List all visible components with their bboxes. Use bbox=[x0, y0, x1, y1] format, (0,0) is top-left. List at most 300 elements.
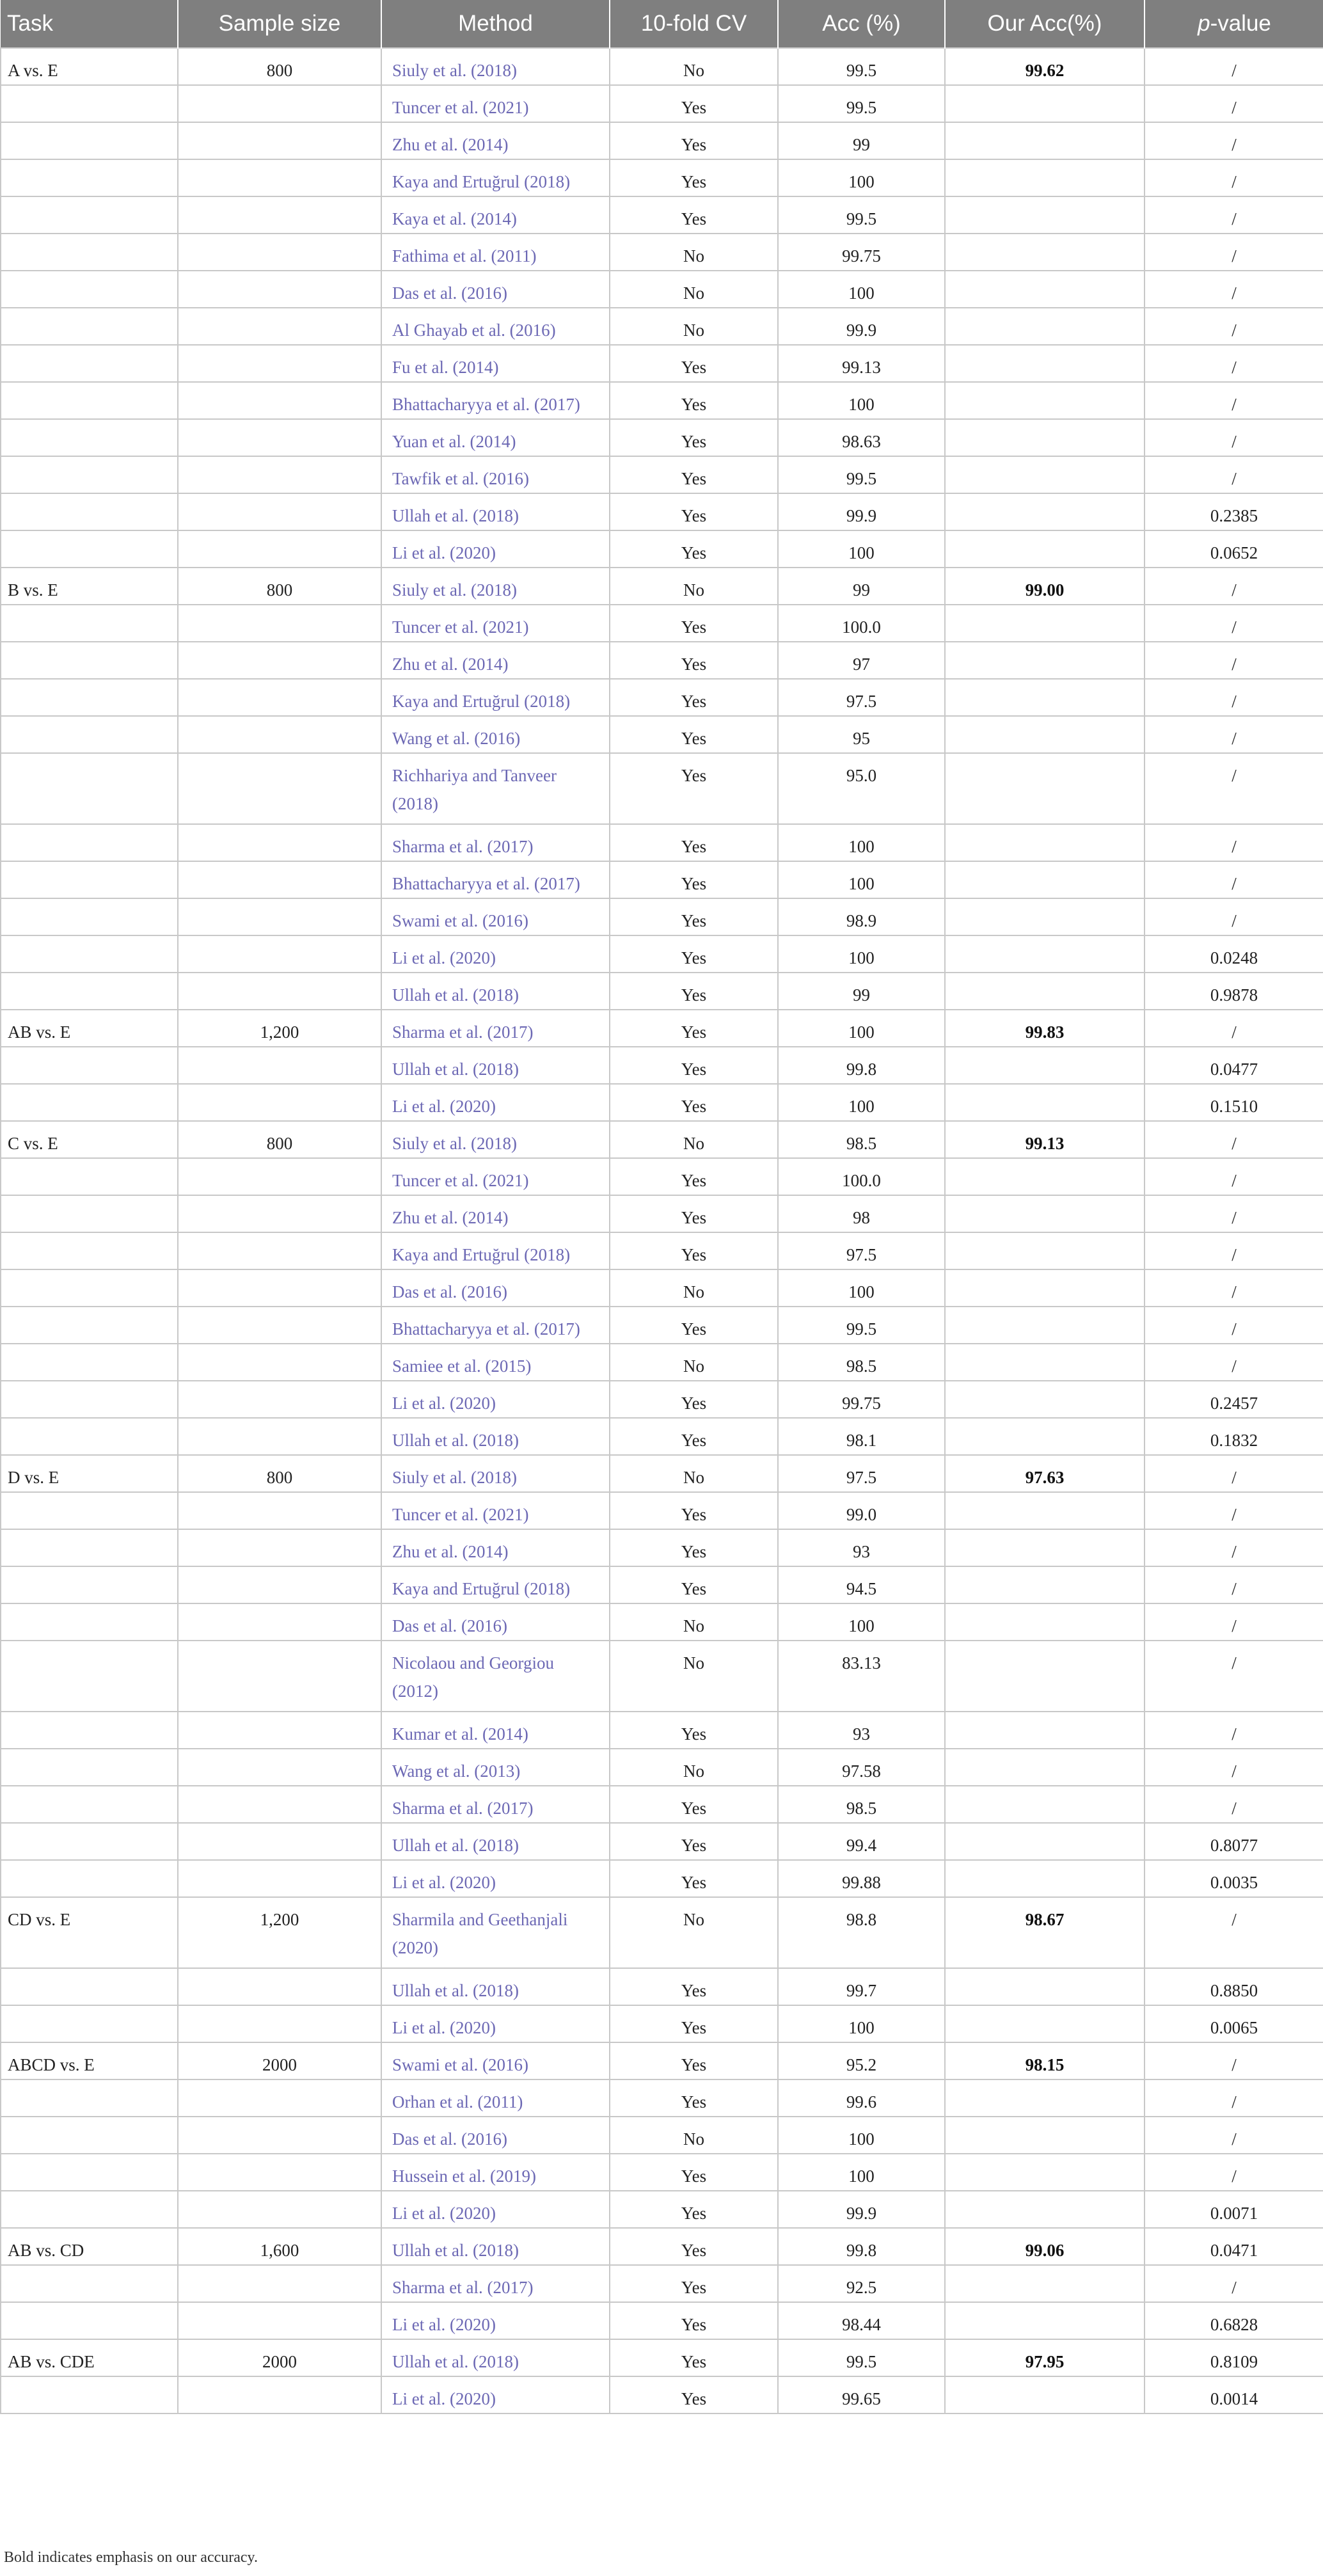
cv-cell: Yes bbox=[610, 419, 778, 456]
table-row bbox=[1, 1344, 1323, 1381]
table-row bbox=[1, 861, 1323, 898]
cv-cell: No bbox=[610, 271, 778, 308]
sample-size-cell bbox=[178, 1603, 381, 1641]
method-link[interactable]: Tuncer et al. (2021) bbox=[381, 1492, 610, 1529]
our-acc-cell bbox=[945, 1529, 1145, 1566]
p-value-cell: 0.0471 bbox=[1145, 2228, 1323, 2265]
sample-size-cell bbox=[178, 530, 381, 568]
task-cell bbox=[1, 271, 178, 308]
sample-size-cell bbox=[178, 456, 381, 493]
our-acc-cell bbox=[945, 2376, 1145, 2413]
method-link[interactable]: Fu et al. (2014) bbox=[381, 345, 610, 382]
our-acc-cell bbox=[945, 753, 1145, 824]
sample-size-cell bbox=[178, 1158, 381, 1195]
task-cell bbox=[1, 2079, 178, 2117]
method-link[interactable]: Tawfik et al. (2016) bbox=[381, 456, 610, 493]
method-link[interactable]: Sharma et al. (2017) bbox=[381, 2265, 610, 2302]
method-link[interactable]: Kaya and Ertuğrul (2018) bbox=[381, 159, 610, 196]
our-acc-cell bbox=[945, 679, 1145, 716]
p-value-cell: / bbox=[1145, 419, 1323, 456]
method-link[interactable]: Zhu et al. (2014) bbox=[381, 1195, 610, 1232]
p-value-cell: / bbox=[1145, 1307, 1323, 1344]
p-value-cell: 0.8109 bbox=[1145, 2339, 1323, 2376]
table-row bbox=[1, 2154, 1323, 2191]
table-row bbox=[1, 2079, 1323, 2117]
table-row bbox=[1, 345, 1323, 382]
method-link[interactable]: Samiee et al. (2015) bbox=[381, 1344, 610, 1381]
task-cell bbox=[1, 1158, 178, 1195]
p-value-cell: / bbox=[1145, 48, 1323, 85]
table-row bbox=[1, 48, 1323, 85]
method-link[interactable]: Kaya and Ertuğrul (2018) bbox=[381, 679, 610, 716]
p-value-cell: / bbox=[1145, 1641, 1323, 1712]
table-row bbox=[1, 2376, 1323, 2413]
cv-cell: Yes bbox=[610, 2228, 778, 2265]
acc-cell: 98.63 bbox=[778, 419, 945, 456]
p-value-cell: 0.8077 bbox=[1145, 1823, 1323, 1860]
table-row bbox=[1, 1455, 1323, 1492]
acc-cell: 99.9 bbox=[778, 308, 945, 345]
acc-cell: 93 bbox=[778, 1712, 945, 1749]
task-cell: ABCD vs. E bbox=[1, 2042, 178, 2079]
sample-size-cell: 1,200 bbox=[178, 1010, 381, 1047]
method-link[interactable]: Yuan et al. (2014) bbox=[381, 419, 610, 456]
cv-cell: Yes bbox=[610, 973, 778, 1010]
sample-size-cell bbox=[178, 2005, 381, 2042]
acc-cell: 99.5 bbox=[778, 2339, 945, 2376]
table-row bbox=[1, 1897, 1323, 1968]
acc-cell: 99.65 bbox=[778, 2376, 945, 2413]
our-acc-cell: 99.83 bbox=[945, 1010, 1145, 1047]
our-acc-cell bbox=[945, 1381, 1145, 1418]
p-value-cell: 0.1832 bbox=[1145, 1418, 1323, 1455]
method-link[interactable]: Li et al. (2020) bbox=[381, 2005, 610, 2042]
our-acc-cell bbox=[945, 2117, 1145, 2154]
header-our-acc: Our Acc(%) bbox=[945, 0, 1145, 48]
method-link[interactable]: Bhattacharyya et al. (2017) bbox=[381, 382, 610, 419]
method-link[interactable]: Li et al. (2020) bbox=[381, 1381, 610, 1418]
sample-size-cell: 1,600 bbox=[178, 2228, 381, 2265]
acc-cell: 99.8 bbox=[778, 1047, 945, 1084]
table-row bbox=[1, 1860, 1323, 1897]
task-cell bbox=[1, 1195, 178, 1232]
p-value-cell: / bbox=[1145, 1492, 1323, 1529]
method-link[interactable]: Ullah et al. (2018) bbox=[381, 1968, 610, 2005]
p-value-cell: / bbox=[1145, 1897, 1323, 1968]
cv-cell: No bbox=[610, 2117, 778, 2154]
cv-cell: Yes bbox=[610, 196, 778, 234]
acc-cell: 97.5 bbox=[778, 679, 945, 716]
cv-cell: Yes bbox=[610, 1968, 778, 2005]
method-link[interactable]: Swami et al. (2016) bbox=[381, 898, 610, 935]
p-value-cell: 0.2385 bbox=[1145, 493, 1323, 530]
our-acc-cell: 97.95 bbox=[945, 2339, 1145, 2376]
p-value-cell: / bbox=[1145, 271, 1323, 308]
table-row bbox=[1, 271, 1323, 308]
method-link[interactable]: Al Ghayab et al. (2016) bbox=[381, 308, 610, 345]
method-link[interactable]: Li et al. (2020) bbox=[381, 935, 610, 973]
table-row bbox=[1, 1084, 1323, 1121]
p-value-cell: / bbox=[1145, 1455, 1323, 1492]
p-value-cell: / bbox=[1145, 568, 1323, 605]
task-cell: A vs. E bbox=[1, 48, 178, 85]
method-link[interactable]: Ullah et al. (2018) bbox=[381, 1823, 610, 1860]
cv-cell: Yes bbox=[610, 1418, 778, 1455]
sample-size-cell bbox=[178, 1381, 381, 1418]
cv-cell: Yes bbox=[610, 1492, 778, 1529]
task-cell: C vs. E bbox=[1, 1121, 178, 1158]
our-acc-cell bbox=[945, 1158, 1145, 1195]
acc-cell: 99.75 bbox=[778, 1381, 945, 1418]
sample-size-cell bbox=[178, 1418, 381, 1455]
method-link[interactable]: Zhu et al. (2014) bbox=[381, 642, 610, 679]
cv-cell: Yes bbox=[610, 935, 778, 973]
task-cell: AB vs. E bbox=[1, 1010, 178, 1047]
acc-cell: 99.75 bbox=[778, 234, 945, 271]
our-acc-cell bbox=[945, 85, 1145, 122]
method-link[interactable]: Tuncer et al. (2021) bbox=[381, 605, 610, 642]
acc-cell: 99.5 bbox=[778, 1307, 945, 1344]
table-row bbox=[1, 1641, 1323, 1712]
task-cell bbox=[1, 753, 178, 824]
acc-cell: 99.6 bbox=[778, 2079, 945, 2117]
task-cell bbox=[1, 2376, 178, 2413]
task-cell: B vs. E bbox=[1, 568, 178, 605]
acc-cell: 99.0 bbox=[778, 1492, 945, 1529]
p-value-cell: / bbox=[1145, 1786, 1323, 1823]
p-value-cell: 0.0035 bbox=[1145, 1860, 1323, 1897]
task-cell bbox=[1, 716, 178, 753]
sample-size-cell: 2000 bbox=[178, 2042, 381, 2079]
method-link[interactable]: Bhattacharyya et al. (2017) bbox=[381, 1307, 610, 1344]
our-acc-cell bbox=[945, 861, 1145, 898]
sample-size-cell bbox=[178, 271, 381, 308]
method-link[interactable]: Li et al. (2020) bbox=[381, 530, 610, 568]
p-value-cell: 0.9878 bbox=[1145, 973, 1323, 1010]
acc-cell: 99.9 bbox=[778, 493, 945, 530]
sample-size-cell: 1,200 bbox=[178, 1897, 381, 1968]
table-row bbox=[1, 456, 1323, 493]
table-row bbox=[1, 2042, 1323, 2079]
cv-cell: Yes bbox=[610, 159, 778, 196]
acc-cell: 100 bbox=[778, 2154, 945, 2191]
p-value-cell: / bbox=[1145, 1269, 1323, 1307]
our-acc-cell bbox=[945, 2265, 1145, 2302]
sample-size-cell bbox=[178, 493, 381, 530]
cv-cell: No bbox=[610, 1455, 778, 1492]
task-cell bbox=[1, 85, 178, 122]
cv-cell: Yes bbox=[610, 716, 778, 753]
table-row bbox=[1, 568, 1323, 605]
task-cell bbox=[1, 1860, 178, 1897]
p-value-cell: 0.6828 bbox=[1145, 2302, 1323, 2339]
task-cell bbox=[1, 2191, 178, 2228]
p-value-cell: / bbox=[1145, 861, 1323, 898]
cv-cell: Yes bbox=[610, 2042, 778, 2079]
acc-cell: 95.0 bbox=[778, 753, 945, 824]
method-link[interactable]: Zhu et al. (2014) bbox=[381, 1529, 610, 1566]
task-cell bbox=[1, 456, 178, 493]
method-link[interactable]: Li et al. (2020) bbox=[381, 2191, 610, 2228]
our-acc-cell bbox=[945, 2005, 1145, 2042]
sample-size-cell bbox=[178, 935, 381, 973]
p-value-cell: / bbox=[1145, 716, 1323, 753]
header-row bbox=[1, 0, 1323, 48]
our-acc-cell: 97.63 bbox=[945, 1455, 1145, 1492]
task-cell bbox=[1, 2005, 178, 2042]
method-link[interactable]: Bhattacharyya et al. (2017) bbox=[381, 861, 610, 898]
sample-size-cell bbox=[178, 1566, 381, 1603]
method-link[interactable]: Tuncer et al. (2021) bbox=[381, 1158, 610, 1195]
table-row bbox=[1, 1307, 1323, 1344]
task-cell bbox=[1, 1232, 178, 1269]
task-cell bbox=[1, 1566, 178, 1603]
method-link[interactable]: Das et al. (2016) bbox=[381, 1603, 610, 1641]
method-link[interactable]: Ullah et al. (2018) bbox=[381, 493, 610, 530]
method-link[interactable]: Kaya and Ertuğrul (2018) bbox=[381, 1232, 610, 1269]
sample-size-cell bbox=[178, 1860, 381, 1897]
acc-cell: 95 bbox=[778, 716, 945, 753]
method-link[interactable]: Swami et al. (2016) bbox=[381, 2042, 610, 2079]
table-row bbox=[1, 716, 1323, 753]
our-acc-cell bbox=[945, 419, 1145, 456]
acc-cell: 100 bbox=[778, 935, 945, 973]
method-link[interactable]: Li et al. (2020) bbox=[381, 1084, 610, 1121]
our-acc-cell bbox=[945, 196, 1145, 234]
acc-cell: 98.1 bbox=[778, 1418, 945, 1455]
table-row bbox=[1, 1492, 1323, 1529]
our-acc-cell bbox=[945, 1641, 1145, 1712]
sample-size-cell bbox=[178, 1529, 381, 1566]
method-link[interactable]: Fathima et al. (2011) bbox=[381, 234, 610, 271]
acc-cell: 100.0 bbox=[778, 1158, 945, 1195]
acc-cell: 100 bbox=[778, 382, 945, 419]
table-row bbox=[1, 2005, 1323, 2042]
table-row bbox=[1, 2339, 1323, 2376]
method-link[interactable]: Orhan et al. (2011) bbox=[381, 2079, 610, 2117]
our-acc-cell bbox=[945, 1823, 1145, 1860]
p-value-cell: / bbox=[1145, 753, 1323, 824]
method-link[interactable]: Wang et al. (2013) bbox=[381, 1749, 610, 1786]
method-link[interactable]: Kaya et al. (2014) bbox=[381, 196, 610, 234]
method-link[interactable]: Das et al. (2016) bbox=[381, 2117, 610, 2154]
table-row bbox=[1, 1968, 1323, 2005]
acc-cell: 98 bbox=[778, 1195, 945, 1232]
our-acc-cell bbox=[945, 1232, 1145, 1269]
method-link[interactable]: Richhariya and Tanveer (2018) bbox=[381, 753, 610, 824]
our-acc-cell bbox=[945, 1749, 1145, 1786]
cv-cell: Yes bbox=[610, 1195, 778, 1232]
table-row bbox=[1, 2191, 1323, 2228]
our-acc-cell bbox=[945, 1712, 1145, 1749]
method-link[interactable]: Ullah et al. (2018) bbox=[381, 1418, 610, 1455]
cv-cell: Yes bbox=[610, 1566, 778, 1603]
acc-cell: 100 bbox=[778, 1269, 945, 1307]
method-link[interactable]: Siuly et al. (2018) bbox=[381, 48, 610, 85]
cv-cell: Yes bbox=[610, 2376, 778, 2413]
method-link[interactable]: Sharma et al. (2017) bbox=[381, 1010, 610, 1047]
method-link[interactable]: Das et al. (2016) bbox=[381, 1269, 610, 1307]
sample-size-cell bbox=[178, 973, 381, 1010]
cv-cell: Yes bbox=[610, 2302, 778, 2339]
acc-cell: 99 bbox=[778, 568, 945, 605]
sample-size-cell bbox=[178, 898, 381, 935]
task-cell bbox=[1, 605, 178, 642]
method-link[interactable]: Zhu et al. (2014) bbox=[381, 122, 610, 159]
method-link[interactable]: Li et al. (2020) bbox=[381, 2376, 610, 2413]
our-acc-cell bbox=[945, 1047, 1145, 1084]
cv-cell: Yes bbox=[610, 642, 778, 679]
our-acc-cell bbox=[945, 1786, 1145, 1823]
method-link[interactable]: Ullah et al. (2018) bbox=[381, 1047, 610, 1084]
task-cell bbox=[1, 1749, 178, 1786]
table-row bbox=[1, 1195, 1323, 1232]
method-link[interactable]: Ullah et al. (2018) bbox=[381, 2228, 610, 2265]
acc-cell: 98.8 bbox=[778, 1897, 945, 1968]
table-row bbox=[1, 1823, 1323, 1860]
task-cell bbox=[1, 1529, 178, 1566]
sample-size-cell bbox=[178, 2154, 381, 2191]
table-row bbox=[1, 196, 1323, 234]
table-row bbox=[1, 605, 1323, 642]
acc-cell: 100 bbox=[778, 159, 945, 196]
method-link[interactable]: Li et al. (2020) bbox=[381, 2302, 610, 2339]
cv-cell: Yes bbox=[610, 679, 778, 716]
task-cell bbox=[1, 530, 178, 568]
sample-size-cell bbox=[178, 196, 381, 234]
table-row bbox=[1, 1603, 1323, 1641]
cv-cell: Yes bbox=[610, 1786, 778, 1823]
task-cell bbox=[1, 234, 178, 271]
p-value-cell: / bbox=[1145, 2079, 1323, 2117]
our-acc-cell bbox=[945, 1344, 1145, 1381]
header-acc: Acc (%) bbox=[778, 0, 945, 48]
p-value-cell: 0.0248 bbox=[1145, 935, 1323, 973]
table-row bbox=[1, 308, 1323, 345]
task-cell bbox=[1, 196, 178, 234]
acc-cell: 98.9 bbox=[778, 898, 945, 935]
our-acc-cell: 99.06 bbox=[945, 2228, 1145, 2265]
task-cell bbox=[1, 1823, 178, 1860]
method-link[interactable]: Sharmila and Geethanjali (2020) bbox=[381, 1897, 610, 1968]
method-link[interactable]: Ullah et al. (2018) bbox=[381, 2339, 610, 2376]
task-cell: D vs. E bbox=[1, 1455, 178, 1492]
task-cell bbox=[1, 1307, 178, 1344]
method-link[interactable]: Wang et al. (2016) bbox=[381, 716, 610, 753]
acc-cell: 100 bbox=[778, 1084, 945, 1121]
method-link[interactable]: Ullah et al. (2018) bbox=[381, 973, 610, 1010]
sample-size-cell: 800 bbox=[178, 568, 381, 605]
acc-cell: 100 bbox=[778, 530, 945, 568]
sample-size-cell bbox=[178, 1492, 381, 1529]
p-value-cell: / bbox=[1145, 1121, 1323, 1158]
method-link[interactable]: Sharma et al. (2017) bbox=[381, 824, 610, 861]
cv-cell: Yes bbox=[610, 1381, 778, 1418]
sample-size-cell bbox=[178, 1749, 381, 1786]
sample-size-cell bbox=[178, 679, 381, 716]
our-acc-cell bbox=[945, 973, 1145, 1010]
method-link[interactable]: Siuly et al. (2018) bbox=[381, 1121, 610, 1158]
sample-size-cell bbox=[178, 85, 381, 122]
acc-cell: 98.44 bbox=[778, 2302, 945, 2339]
p-value-cell: / bbox=[1145, 2117, 1323, 2154]
sample-size-cell bbox=[178, 2079, 381, 2117]
cv-cell: Yes bbox=[610, 753, 778, 824]
cv-cell: Yes bbox=[610, 1084, 778, 1121]
method-link[interactable]: Siuly et al. (2018) bbox=[381, 568, 610, 605]
acc-cell: 99.5 bbox=[778, 456, 945, 493]
task-cell bbox=[1, 679, 178, 716]
method-link[interactable]: Siuly et al. (2018) bbox=[381, 1455, 610, 1492]
sample-size-cell bbox=[178, 2265, 381, 2302]
p-value-cell: / bbox=[1145, 1232, 1323, 1269]
table-row bbox=[1, 1047, 1323, 1084]
acc-cell: 99.88 bbox=[778, 1860, 945, 1897]
table-row bbox=[1, 1529, 1323, 1566]
table-row bbox=[1, 2117, 1323, 2154]
task-cell bbox=[1, 824, 178, 861]
task-cell bbox=[1, 1269, 178, 1307]
cv-cell: Yes bbox=[610, 493, 778, 530]
method-link[interactable]: Hussein et al. (2019) bbox=[381, 2154, 610, 2191]
method-link[interactable]: Kaya and Ertuğrul (2018) bbox=[381, 1566, 610, 1603]
p-value-cell: 0.2457 bbox=[1145, 1381, 1323, 1418]
sample-size-cell bbox=[178, 1823, 381, 1860]
p-value-cell: 0.0071 bbox=[1145, 2191, 1323, 2228]
table-footnote: Bold indicates emphasis on our accuracy. bbox=[4, 2549, 258, 2566]
table-row bbox=[1, 973, 1323, 1010]
sample-size-cell bbox=[178, 1712, 381, 1749]
sample-size-cell bbox=[178, 382, 381, 419]
task-cell bbox=[1, 1344, 178, 1381]
our-acc-cell bbox=[945, 1084, 1145, 1121]
acc-cell: 99.5 bbox=[778, 48, 945, 85]
method-link[interactable]: Sharma et al. (2017) bbox=[381, 1786, 610, 1823]
method-link[interactable]: Tuncer et al. (2021) bbox=[381, 85, 610, 122]
cv-cell: Yes bbox=[610, 1823, 778, 1860]
cv-cell: No bbox=[610, 568, 778, 605]
our-acc-cell bbox=[945, 605, 1145, 642]
sample-size-cell bbox=[178, 1786, 381, 1823]
method-link[interactable]: Li et al. (2020) bbox=[381, 1860, 610, 1897]
acc-cell: 93 bbox=[778, 1529, 945, 1566]
method-link[interactable]: Nicolaou and Georgiou (2012) bbox=[381, 1641, 610, 1712]
acc-cell: 100 bbox=[778, 1010, 945, 1047]
method-link[interactable]: Kumar et al. (2014) bbox=[381, 1712, 610, 1749]
acc-cell: 98.5 bbox=[778, 1344, 945, 1381]
task-cell bbox=[1, 1418, 178, 1455]
cv-cell: No bbox=[610, 1269, 778, 1307]
table-row bbox=[1, 753, 1323, 824]
sample-size-cell bbox=[178, 234, 381, 271]
method-link[interactable]: Das et al. (2016) bbox=[381, 271, 610, 308]
acc-cell: 92.5 bbox=[778, 2265, 945, 2302]
table-row bbox=[1, 1158, 1323, 1195]
cv-cell: Yes bbox=[610, 1712, 778, 1749]
our-acc-cell bbox=[945, 716, 1145, 753]
acc-cell: 100 bbox=[778, 1603, 945, 1641]
cv-cell: No bbox=[610, 48, 778, 85]
acc-cell: 100 bbox=[778, 861, 945, 898]
p-value-cell: / bbox=[1145, 824, 1323, 861]
table-row bbox=[1, 642, 1323, 679]
p-value-cell: / bbox=[1145, 2265, 1323, 2302]
cv-cell: Yes bbox=[610, 1010, 778, 1047]
p-value-cell: / bbox=[1145, 1603, 1323, 1641]
cv-cell: Yes bbox=[610, 1158, 778, 1195]
acc-cell: 100 bbox=[778, 2117, 945, 2154]
task-cell: CD vs. E bbox=[1, 1897, 178, 1968]
